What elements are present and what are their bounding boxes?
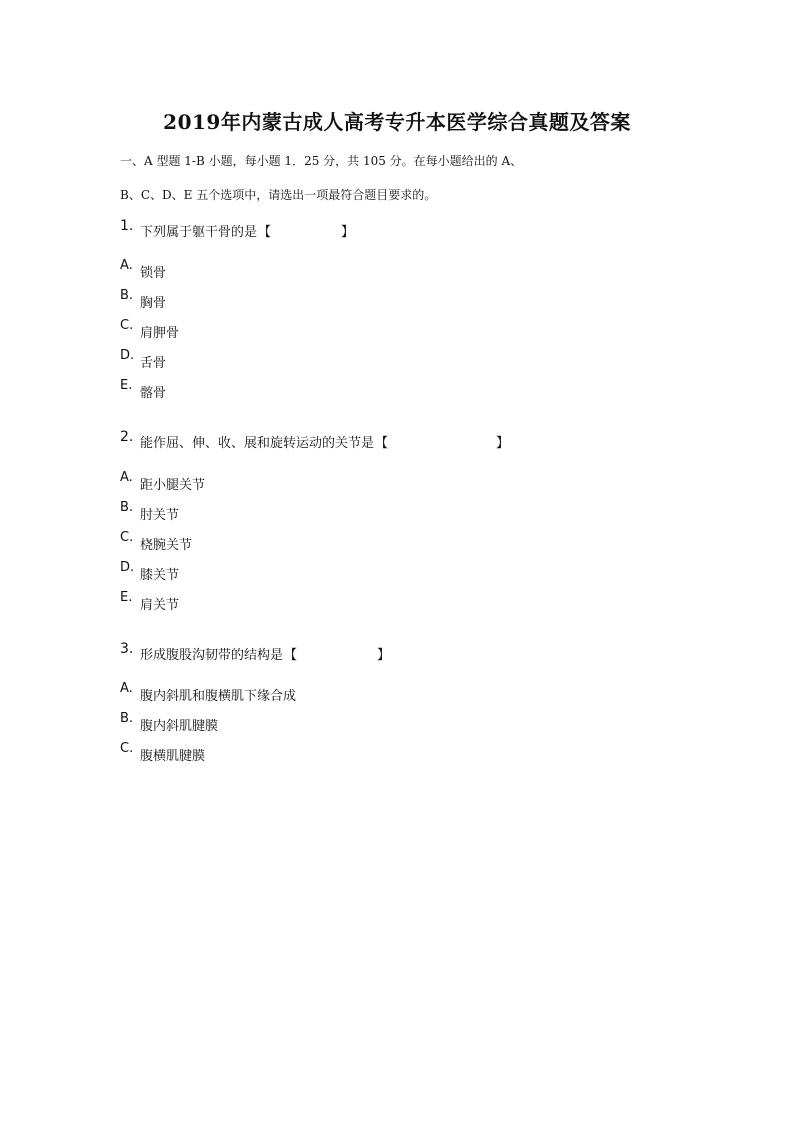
intro-line-1: 一、A 型题 1-B 小题，每小题 1．25 分，共 105 分。在每小题给出的 A、	[120, 154, 523, 168]
option-letter: A.	[120, 258, 133, 273]
option-text: 肩关节	[140, 598, 180, 613]
answer-bracket-close: 】	[377, 648, 391, 663]
option-letter: B.	[120, 500, 134, 515]
document-title: 2019年内蒙古成人高考专升本医学综合真题及答案	[163, 110, 631, 134]
option-text: 距小腿关节	[140, 478, 206, 493]
answer-bracket-close: 】	[341, 225, 355, 240]
question-number: 3.	[120, 641, 134, 657]
question-text	[140, 644, 390, 663]
intro-line-2: B、C、D、E 五个选项中，请选出一项最符合题目要求的。	[120, 188, 437, 202]
option-text: 髂骨	[140, 386, 167, 401]
option-letter: D.	[120, 348, 135, 363]
option-text: 桡腕关节	[140, 538, 193, 553]
option-letter: A.	[120, 470, 133, 485]
answer-bracket-open: 【	[375, 436, 389, 451]
option-letter: E.	[120, 590, 133, 605]
option-letter: C.	[120, 741, 134, 756]
option-letter: C.	[120, 318, 134, 333]
option-text: 舌骨	[140, 356, 167, 371]
option-letter: D.	[120, 560, 135, 575]
option-text: 胸骨	[140, 296, 167, 311]
option-letter: E.	[120, 378, 133, 393]
option-text: 肘关节	[140, 508, 180, 523]
question-text	[140, 432, 509, 451]
answer-bracket-open: 【	[258, 225, 272, 240]
option-text: 腹横肌腱膜	[140, 749, 206, 764]
option-letter: B.	[120, 288, 134, 303]
question-text	[140, 221, 354, 240]
question-number: 2.	[120, 429, 134, 445]
option-text: 腹内斜肌腱膜	[140, 719, 219, 734]
answer-bracket-open: 【	[284, 648, 298, 663]
question-number: 1.	[120, 218, 134, 234]
option-letter: A.	[120, 681, 133, 696]
option-text: 腹内斜肌和腹横肌下缘合成	[140, 689, 297, 704]
option-text: 锁骨	[140, 266, 167, 281]
question-stem: 下列属于躯干骨的是	[140, 225, 258, 240]
option-letter: C.	[120, 530, 134, 545]
question-stem: 能作屈、伸、收、展和旋转运动的关节是	[140, 436, 375, 451]
option-letter: B.	[120, 711, 134, 726]
question-stem: 形成腹股沟韧带的结构是	[140, 648, 284, 663]
option-text: 肩胛骨	[140, 326, 180, 341]
answer-bracket-close: 】	[496, 436, 510, 451]
option-text: 膝关节	[140, 568, 180, 583]
